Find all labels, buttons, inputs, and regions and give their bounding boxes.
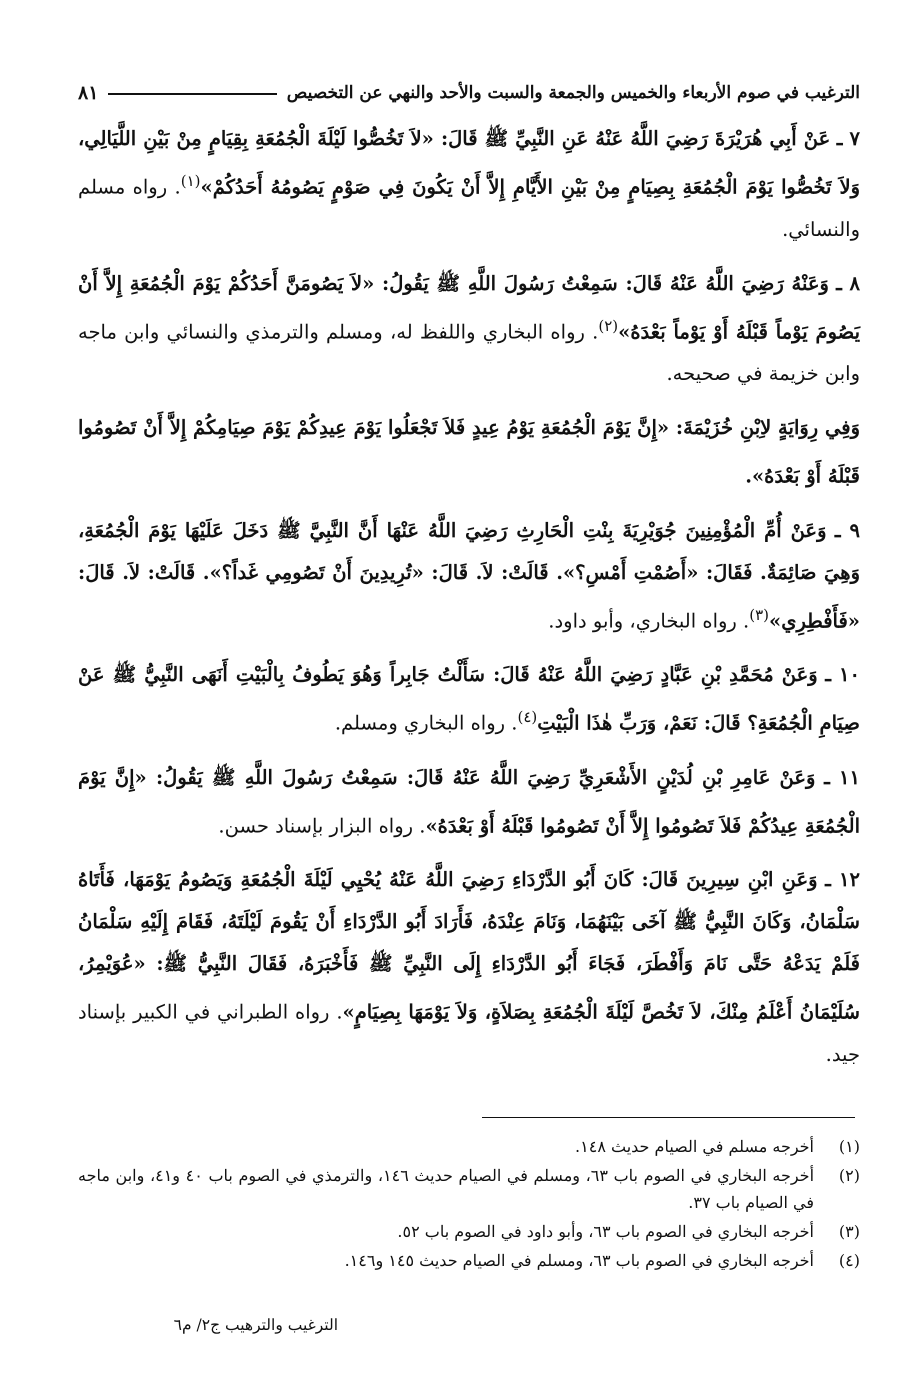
hadith-paragraph xyxy=(78,510,860,643)
hadith-text: وَعَنِ ابْنِ سِيرِينَ قَالَ: كَانَ أَبُو الدَّرْدَاءِ رَضِيَ اللَّهُ عَنْهُ يُحْيِي لَيْلَةَ الْجُمُعَةِ وَيَصُومُ يَوْمَهَا، فَأَتَاهُ سَلْمَانُ، وَكَانَ النَّبِيُّ ﷺ آخَى بَيْنَهُمَا، وَنَامَ عِنْدَهُ، فَأَرَادَ أَبُو الدَّرْدَاءِ أَنْ يَقُومَ لَيْلَتَهُ، فَقَامَ إِلَيْهِ سَلْمَانُ فَلَمْ يَدَعْهُ حَتَّى نَامَ وَأَفْطَرَ، فَجَاءَ أَبُو الدَّرْدَاءِ إِلَى النَّبِيِّ ﷺ فَأَخْبَرَهُ، فَقَالَ النَّبِيُّ ﷺ: «عُوَيْمِرُ، سُلَيْمَانُ أَعْلَمُ مِنْكَ، لاَ تَخُصَّ لَيْلَةَ الْجُمُعَةِ بِصَلاَةٍ، وَلاَ يَوْمَهَا بِصِيَامٍ» xyxy=(78,868,860,1024)
hadith-source: . رواه البخاري واللفظ له، ومسلم والترمذي والنسائي وابن ماجه وابن خزيمة في صحيحه. xyxy=(78,320,860,385)
hadith-paragraph xyxy=(78,263,860,396)
hadith-number: ٨ ـ xyxy=(836,271,860,295)
header-rule xyxy=(108,93,276,95)
hadith-paragraph xyxy=(78,654,860,745)
footnote-item xyxy=(78,1162,860,1216)
hadith-paragraph xyxy=(78,859,860,1076)
hadith-paragraph xyxy=(78,407,860,498)
hadith-source: . رواه مسلم والنسائي. xyxy=(78,175,860,241)
footnote-ref: (٢) xyxy=(598,316,619,335)
footnotes xyxy=(78,1133,860,1276)
signature-mark: الترغيب والترهيب ج٢/ م٦ xyxy=(173,1316,338,1334)
hadith-text: عَنْ أَبِي هُرَيْرَةَ رَضِيَ اللَّهُ عَنْهُ عَنِ النَّبِيِّ ﷺ قَالَ: «لاَ تَخُصُّوا لَيْلَةَ الْجُمُعَةِ بِقِيَامٍ مِنْ بَيْنِ اللَّيَالِي، وَلاَ تَخُصُّوا يَوْمَ الْجُمُعَةِ بِصِيَامٍ مِنْ بَيْنِ الأَيَّامِ إِلاَّ أَنْ يَكُونَ فِي صَوْمٍ يَصُومُهُ أَحَدُكُمْ» xyxy=(78,127,860,199)
hadith-text: وَعَنْ عَامِرِ بْنِ لُدَيْنٍ الأَشْعَرِيِّ رَضِيَ اللَّهُ عَنْهُ قَالَ: سَمِعْتُ رَسُولَ اللَّهِ ﷺ يَقُولُ: «إِنَّ يَوْمَ الْجُمُعَةِ عِيدُكُمْ فَلاَ تَصُومُوا إِلاَّ أَنْ تَصُومُوا قَبْلَهُ أَوْ بَعْدَهُ» xyxy=(78,765,860,837)
hadith-text: وَفِي رِوَايَةٍ لاِبْنِ خُزَيْمَةَ: «إِنَّ يَوْمَ الْجُمُعَةِ يَوْمُ عِيدٍ فَلاَ تَجْعَلُوا يَوْمَ عِيدِكُمْ يَوْمَ صِيَامِكُمْ إِلاَّ أَنْ تَصُومُوا قَبْلَهُ أَوْ بَعْدَهُ». xyxy=(78,416,860,488)
footnote-text: أخرجه البخاري في الصوم باب ٦٣، وأبو داود في الصوم باب ٥٢. xyxy=(397,1222,814,1241)
footnote-divider xyxy=(482,1117,855,1118)
hadith-paragraph xyxy=(78,757,860,848)
hadith-text: وَعَنْ أُمِّ الْمُؤْمِنِينَ جُوَيْرِيَةَ بِنْتِ الْحَارِثِ رَضِيَ اللَّهُ عَنْهَا أَنَّ النَّبِيَّ ﷺ دَخَلَ عَلَيْهَا يَوْمَ الْجُمُعَةِ، وَهِيَ صَائِمَةٌ. فَقَالَ: «أَصُمْتِ أَمْسِ؟». قَالَتْ: لاَ. قَالَ: «تُرِيدِينَ أَنْ تَصُومِي غَداً؟». قَالَتْ: لاَ. قَالَ: «فَأَفْطِرِي» xyxy=(78,518,860,632)
hadith-source: . رواه الطبراني في الكبير بإسناد جيد. xyxy=(78,1000,860,1066)
hadith-number: ١٢ ـ xyxy=(825,868,860,891)
body-text xyxy=(78,118,860,1088)
hadith-source: . رواه البزار بإسناد حسن. xyxy=(218,814,426,837)
footnote-ref: (١) xyxy=(180,172,201,190)
footnote-item xyxy=(78,1218,860,1245)
footnote-mark: (٢) xyxy=(838,1166,860,1185)
footnote-ref: (٤) xyxy=(517,708,538,726)
hadith-paragraph xyxy=(78,118,860,251)
footnote-mark: (٣) xyxy=(838,1222,860,1241)
hadith-number: ٧ ـ xyxy=(836,127,860,150)
hadith-source: . رواه البخاري، وأبو داود. xyxy=(548,609,750,632)
hadith-number: ١٠ ـ xyxy=(825,663,860,686)
page-number: ٨١ xyxy=(78,82,99,104)
hadith-source: . رواه البخاري ومسلم. xyxy=(334,711,518,735)
footnote-mark: (١) xyxy=(838,1137,860,1156)
hadith-text: وَعَنْ مُحَمَّدِ بْنِ عَبَّادٍ رَضِيَ اللَّهُ عَنْهُ قَالَ: سَأَلْتُ جَابِراً وَهُوَ يَطُوفُ بِالْبَيْتِ أَنَهَى النَّبِيُّ ﷺ عَنْ صِيَامِ الْجُمُعَةِ؟ قَالَ: نَعَمْ، وَرَبِّ هٰذَا الْبَيْتِ xyxy=(78,663,860,735)
header-title: الترغيب في صوم الأربعاء والخميس والجمعة والسبت والأحد والنهي عن التخصيص xyxy=(286,83,860,103)
footnote-mark: (٤) xyxy=(838,1251,860,1270)
footnote-text: أخرجه البخاري في الصوم باب ٦٣، ومسلم في الصيام حديث ١٤٦، والترمذي في الصوم باب ٤٠ و٤١، وابن ماجه في الصيام باب ٣٧. xyxy=(78,1166,815,1212)
footnote-item xyxy=(78,1133,860,1160)
footnote-item xyxy=(78,1247,860,1274)
running-header xyxy=(78,80,860,106)
footnote-text: أخرجه مسلم في الصيام حديث ١٤٨. xyxy=(575,1137,814,1156)
hadith-number: ١١ ـ xyxy=(824,765,860,789)
footnote-ref: (٣) xyxy=(749,605,770,624)
footnote-text: أخرجه البخاري في الصوم باب ٦٣، ومسلم في الصيام حديث ١٤٥ و١٤٦. xyxy=(344,1251,814,1270)
hadith-number: ٩ ـ xyxy=(834,518,860,542)
hadith-text: وَعَنْهُ رَضِيَ اللَّهُ عَنْهُ قَالَ: سَمِعْتُ رَسُولَ اللَّهِ ﷺ يَقُولُ: «لاَ يَصُومَنَّ أَحَدُكُمْ يَوْمَ الْجُمُعَةِ إِلاَّ أَنْ يَصُومَ يَوْماً قَبْلَهُ أَوْ يَوْماً بَعْدَهُ» xyxy=(78,271,860,343)
